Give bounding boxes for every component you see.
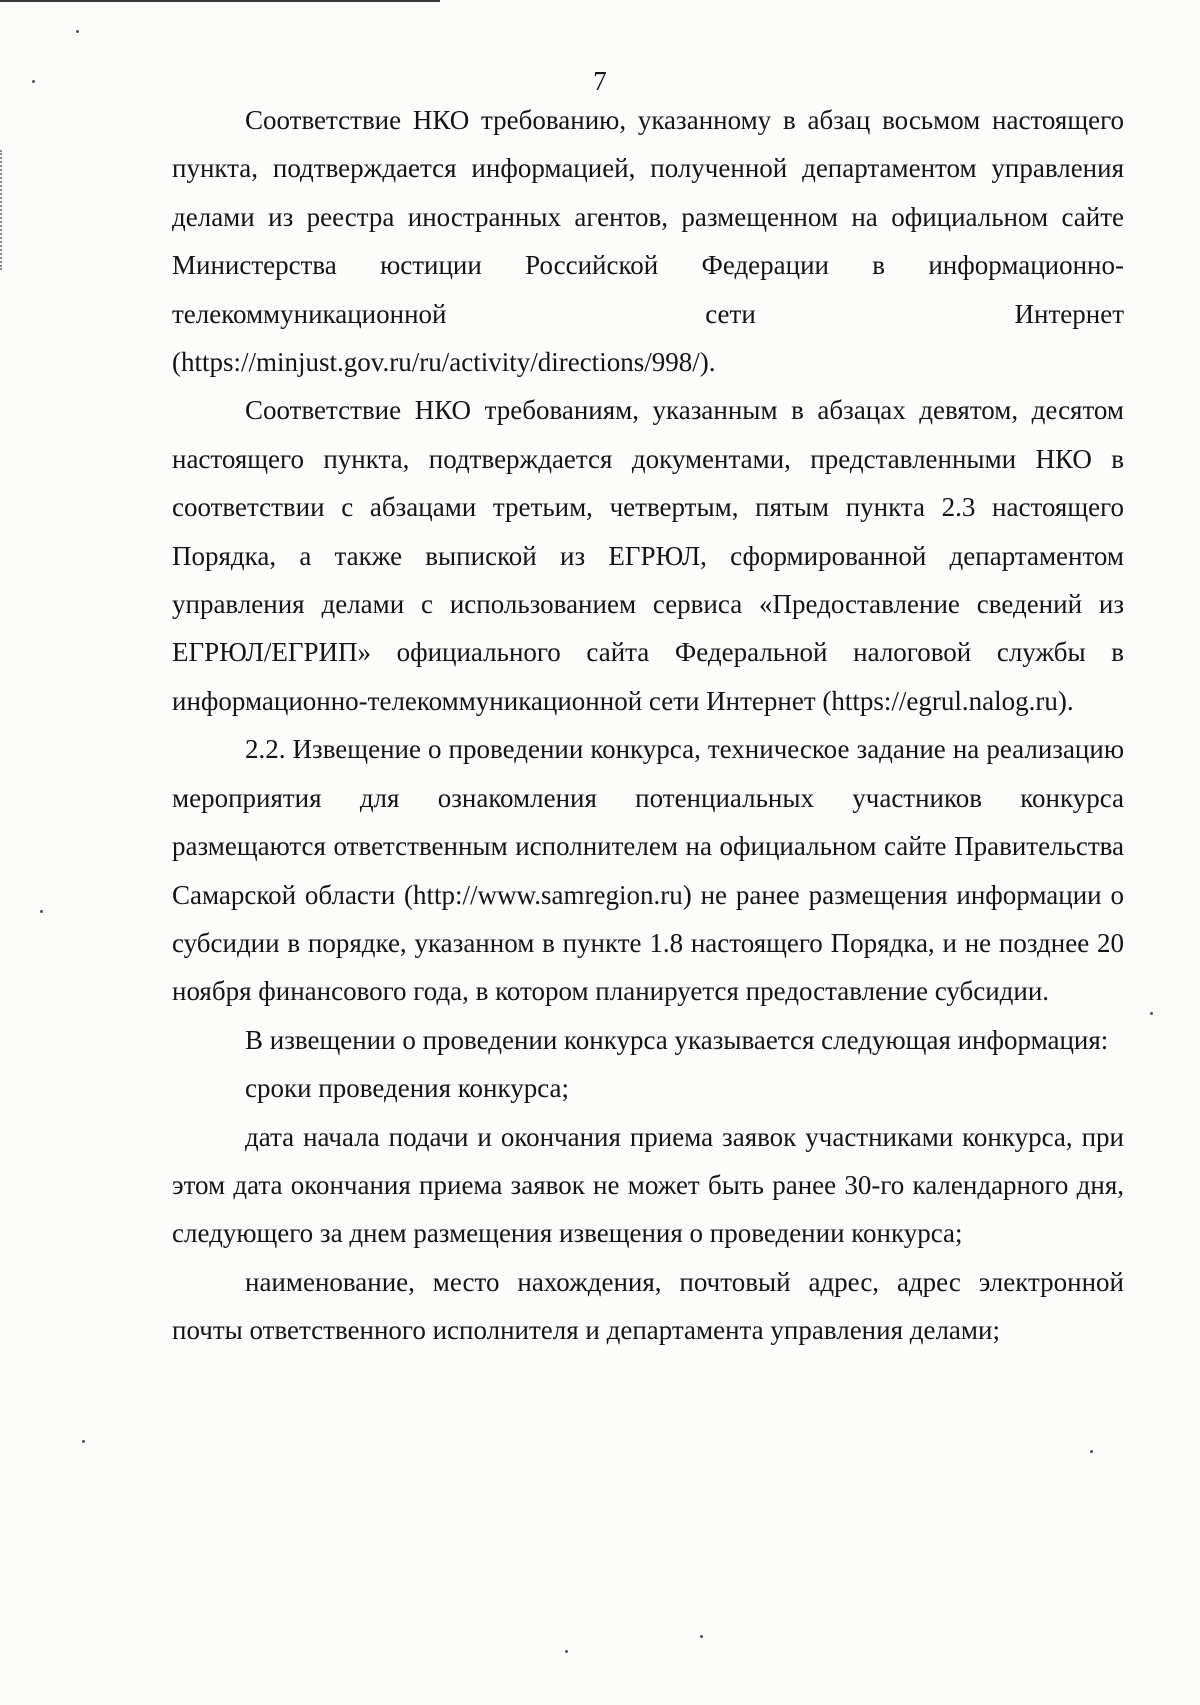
paragraph-egrul-check: Соответствие НКО требованиям, указанным в абзацах девятом, десятом настоящего пункта, подтверждается документами, представленными НКО в соответствии с абзацами третьим, четвертым, пятым пункта 2.3 настоящего Порядка, а также выпиской из ЕГРЮЛ, сформированной департаментом управления делами с использованием сервиса «Предоставление сведений из ЕГРЮЛ/ЕГРИП» официального сайта Федеральной налоговой службы в информационно-телекоммуникационной сети Интернет (https://egrul.nalog.ru). [172, 395, 1124, 716]
scan-speck [76, 30, 79, 33]
paragraph-contacts: наименование, место нахождения, почтовый адрес, адрес электронной почты ответственного исполнителя и департамента управления делами; [172, 1266, 1124, 1346]
paragraph-application-dates: дата начала подачи и окончания приема заявок участниками конкурса, при этом дата окончания приема заявок не может быть ранее 30-го календарного дня, следующего за днем размещения извещения о проведении конкурса; [172, 1121, 1124, 1249]
scan-speck [82, 1440, 85, 1443]
scan-speck [40, 910, 43, 913]
scan-speck [700, 1635, 703, 1638]
scan-speck [1090, 1450, 1093, 1453]
scan-left-edge [0, 150, 4, 270]
paragraph-contest-terms: сроки проведения конкурса; [245, 1073, 569, 1104]
scan-speck [32, 80, 35, 83]
page-body [172, 96, 1124, 1355]
scan-top-rule [0, 0, 440, 2]
scan-speck [565, 1650, 568, 1653]
scan-speck [1150, 1012, 1153, 1015]
paragraph-foreign-agents-check: Соответствие НКО требованию, указанному в абзац восьмом настоящего пункта, подтверждается информацией, полученной департаментом управления делами из реестра иностранных агентов, размещенном на официальном сайте Министерства юстиции Российской Федерации в информационно-телекоммуникационной сети Интернет (https://minjust.gov.ru/ru/activity/directions/998/). [172, 105, 1124, 378]
page-number: 7 [593, 66, 607, 96]
paragraph-2-2-notice: 2.2. Извещение о проведении конкурса, техническое задание на реализацию мероприятия для ознакомления потенциальных участников конкурса размещаются ответственным исполнителем на официальном сайте Правительства Самарской области (http://www.samregion.ru) не ранее размещения информации о субсидии в порядке, указанном в пункте 1.8 настоящего Порядка, и не позднее 20 ноября финансового года, в котором планируется предоставление субсидии. [172, 734, 1124, 1007]
paragraph-notice-info-intro: В извещении о проведении конкурса указывается следующая информация: [245, 1024, 1109, 1055]
